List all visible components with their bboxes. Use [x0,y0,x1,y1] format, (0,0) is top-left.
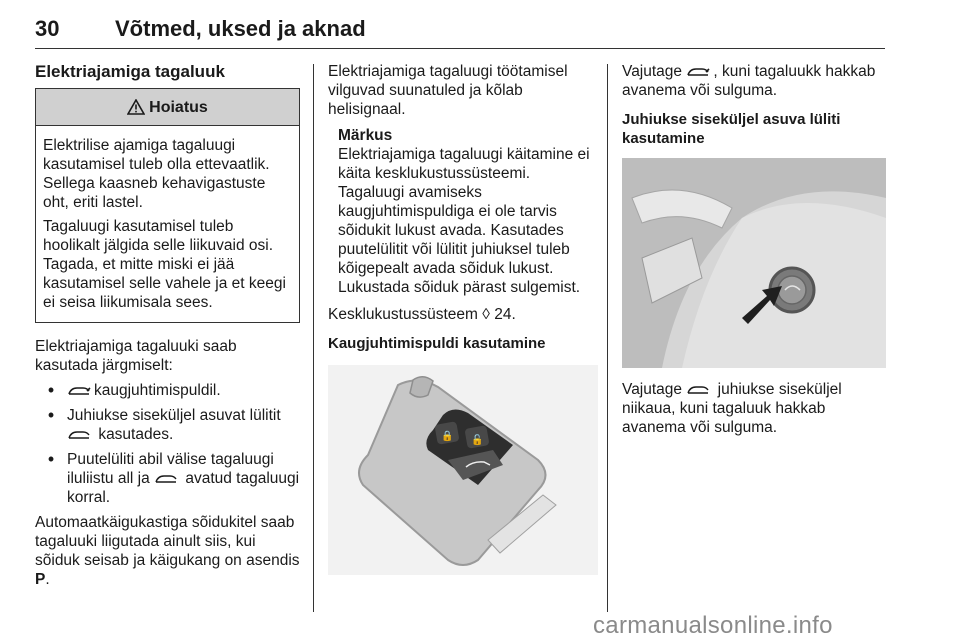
reference-arrow-icon: ◊ [482,306,490,323]
tailgate-open-icon [686,66,710,78]
watermark: carmanualsonline.info [593,612,833,639]
tailgate-switch-icon [154,473,178,485]
outro-text: Automaatkäigukastiga sõidukitel saab tagaluuki liigutada ainult siis, kui sõiduk seisab ja käigukang on asendis P. [35,514,300,588]
page-header [35,12,885,49]
bullet-text: Puutelüliti abil välise tagaluugi iluliistu all ja [67,451,274,487]
tailgate-open-icon [67,385,91,397]
column-3 [622,62,892,437]
chapter-title: Võtmed, uksed ja aknad [115,16,366,41]
section-title: Elektriajamiga tagaluuk [35,62,225,81]
warning-paragraph: Tagaluugi kasutamisel tuleb hoolikalt jälgida selle liikuvaid osi. Tagada, et mitte miski ei jää kasutamisel selle vahele ja et keegi ei seisa liikumisala sees. [43,218,286,311]
note-title: Märkus [338,127,393,144]
remote-key-illustration [328,365,598,575]
column-divider-1 [313,64,314,612]
subsection-title: Juhiukse siseküljel asuva lüliti kasutamine [622,111,841,147]
tailgate-switch-icon [686,384,710,396]
gear-position: P [35,571,46,588]
door-switch-illustration [622,158,886,368]
remote-key-image [328,365,598,575]
warning-triangle-icon [127,99,145,115]
list-item: • Juhiukse siseküljel asuvat lülitit kasutades. [47,405,281,443]
body-text: Elektriajamiga tagaluugi töötamisel vilguvad suunatuled ja kõlab helisignaal. [328,63,568,118]
warning-paragraph: Elektrilise ajamiga tagaluugi kasutamisel tuleb olla ettevaatlik. Sellega kaasneb kehavigastuste oht, eriti lastel. [43,137,270,211]
warning-header [36,89,299,126]
warning-title: Hoiatus [149,98,208,116]
column-2 [328,62,598,575]
note-text: Elektriajamiga tagaluugi käitamine ei käita kesklukustussüsteemi. Tagaluugi avamiseks kaugjuhtimispuldiga ei ole tarvis sõidukit lukust avada. Kasutades puutelülitit või lülitit juhiuksel tuleb kõigepealt avada sõiduk lukust. Lukustada sõiduk pärast sulgemist. [338,146,590,296]
list-item: • kaugjuhtimispuldil. [47,380,221,400]
door-switch-image [622,158,886,368]
column-divider-2 [607,64,608,612]
warning-box [35,88,300,323]
body-text: Vajutage , kuni tagaluukk hakkab avanema või sulguma. [622,63,876,99]
note-box [338,126,598,297]
tailgate-switch-icon [67,429,91,441]
cross-reference: Kesklukustussüsteem ◊ 24. [328,306,516,323]
svg-text:🔓: 🔓 [471,435,484,446]
svg-text:🔒: 🔒 [441,431,454,442]
warning-body [36,126,299,322]
column-1 [35,62,300,589]
page-number: 30 [35,16,60,41]
bullet-text: kasutades. [98,426,174,443]
body-text: Vajutage juhiukse siseküljel niikaua, kuni tagaluuk hakkab avanema või sulguma. [622,381,842,436]
list-item: • Puutelüliti abil välise tagaluugi iluliistu all ja avatud tagaluugi korral. [47,449,300,506]
bullet-text: Juhiukse siseküljel asuvat lülitit [67,407,281,424]
subsection-title: Kaugjuhtimispuldi kasutamine [328,335,546,352]
bullet-text: avatud tagaluugi korral. [67,470,300,506]
intro-text: Elektriajamiga tagaluuki saab kasutada järgmiselt: [35,338,237,374]
bullet-text: kaugjuhtimispuldil. [94,382,221,399]
